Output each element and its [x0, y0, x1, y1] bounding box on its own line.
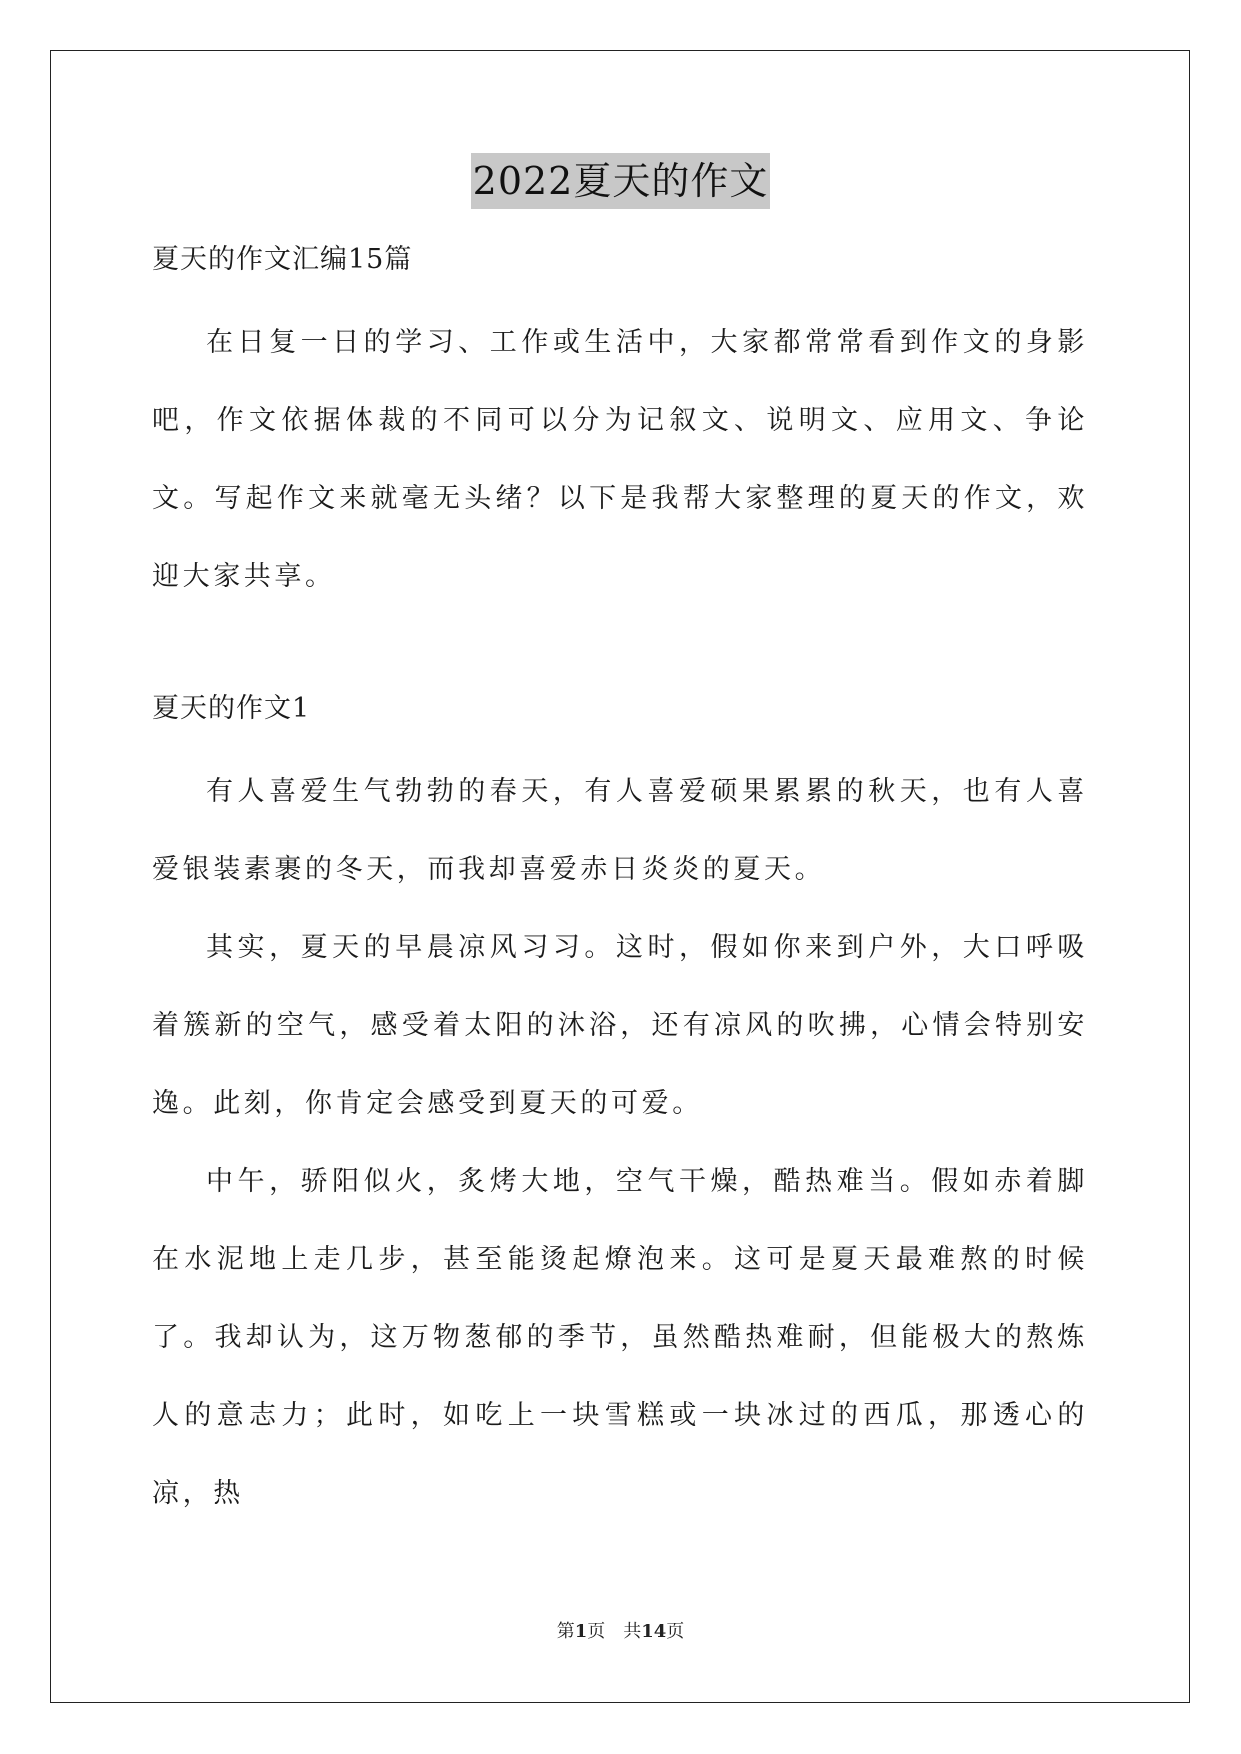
body-paragraph-1: 有人喜爱生气勃勃的春天，有人喜爱硕果累累的秋天，也有人喜爱银装素裹的冬天，而我却喜爱赤日炎炎的夏天。 [152, 776, 1088, 885]
page-footer [0, 1620, 1241, 1644]
body-paragraph-3: 中午，骄阳似火，炙烤大地，空气干燥，酷热难当。假如赤着脚在水泥地上走几步，甚至能烫起燎泡来。这可是夏天最难熬的时候了。我却认为，这万物葱郁的季节，虽然酷热难耐，但能极大的熬炼人的意志力；此时，如吃上一块雪糕或一块冰过的西瓜，那透心的凉，热 [152, 1166, 1088, 1509]
page-suffix: 页 [587, 1621, 606, 1642]
title-container [0, 153, 1241, 209]
page-prefix: 第 [556, 1621, 575, 1642]
document-body [152, 230, 1088, 1533]
current-page-number: 1 [574, 1621, 588, 1642]
document-subtitle: 夏天的作文汇编15篇 [152, 244, 413, 275]
total-page-count: 14 [641, 1621, 667, 1642]
section-heading: 夏天的作文1 [152, 693, 311, 724]
intro-paragraph: 在日复一日的学习、工作或生活中，大家都常常看到作文的身影吧，作文依据体裁的不同可以分为记叙文、说明文、应用文、争论文。写起作文来就毫无头绪？以下是我帮大家整理的夏天的作文，欢迎大家共享。 [152, 327, 1088, 592]
body-paragraph-2: 其实，夏天的早晨凉风习习。这时，假如你来到户外，大口呼吸着簇新的空气，感受着太阳的沐浴，还有凉风的吹拂，心情会特别安逸。此刻，你肯定会感受到夏天的可爱。 [152, 932, 1088, 1119]
document-title: 2022夏天的作文 [471, 153, 771, 209]
total-suffix: 页 [666, 1621, 685, 1642]
total-prefix: 共 [623, 1621, 642, 1642]
